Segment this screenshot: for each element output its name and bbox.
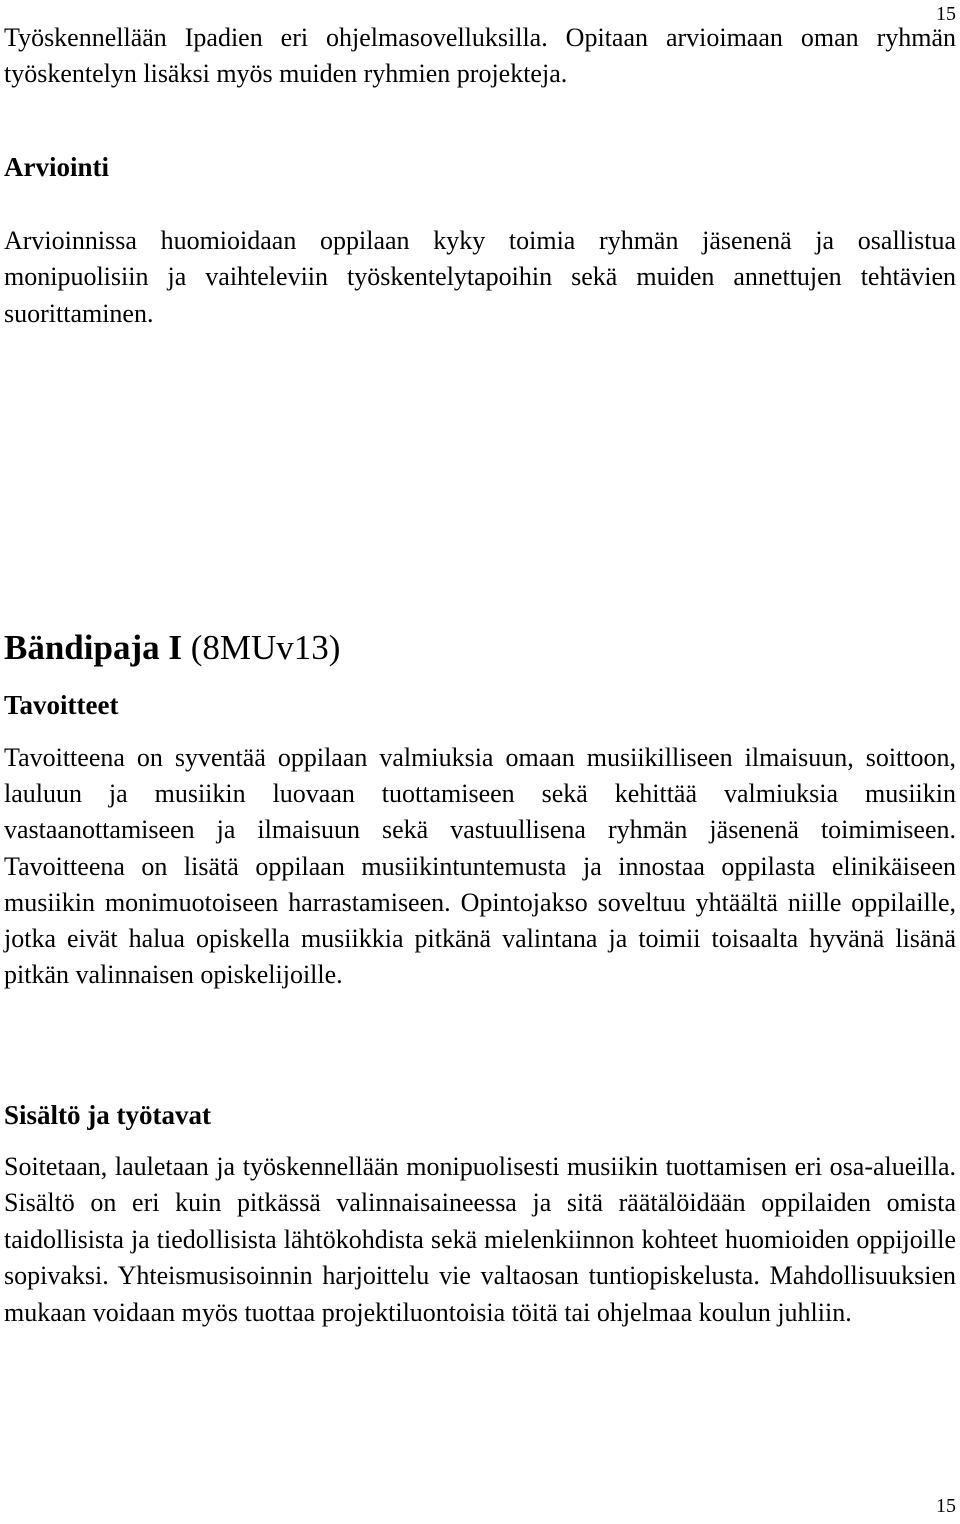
- assessment-body: [4, 223, 956, 332]
- goals-section: [4, 688, 956, 722]
- goals-body: [4, 740, 956, 993]
- content-paragraph: Soitetaan, lauletaan ja työskennellään monipuolisesti musiikin tuottamisen eri osa-alueilla. Sisältö on eri kuin pitkässä valinnaisaineessa ja sitä räätälöidään oppilaiden omista taidollisista ja tiedollisista lähtökohdista sekä mielenkiinnon kohteet huomioiden oppijoille sopivaksi. Yhteismusisoinnin harjoittelu vie valtaosan tuntiopiskelusta. Mahdollisuuksien mukaan voidaan myös tuottaa projektiluontoisia töitä tai ohjelmaa koulun juhliin.: [4, 1152, 956, 1327]
- course-code: (8MUv13): [190, 628, 341, 667]
- assessment-section: [4, 150, 956, 184]
- intro-section: [4, 20, 956, 93]
- content-section: [4, 1098, 956, 1132]
- assessment-heading: Arviointi: [4, 152, 109, 182]
- page-number-top: 15: [936, 3, 956, 25]
- content-heading: Sisältö ja työtavat: [4, 1100, 211, 1130]
- course-name: Bändipaja I: [4, 628, 182, 667]
- course-title: [4, 627, 956, 669]
- content-body: [4, 1149, 956, 1331]
- goals-heading: Tavoitteet: [4, 690, 119, 720]
- assessment-paragraph: Arvioinnissa huomioidaan oppilaan kyky toimia ryhmän jäsenenä ja osallistua monipuolisiin ja vaihteleviin työskentelytapoihin sekä muiden annettujen tehtävien suorittaminen.: [4, 226, 956, 328]
- goals-paragraph: Tavoitteena on syventää oppilaan valmiuksia omaan musiikilliseen ilmaisuun, soittoon, lauluun ja musiikin luovaan tuottamiseen sekä kehittää valmiuksia musiikin vastaanottamiseen ja ilmaisuun sekä vastuullisena ryhmän jäsenenä toimimiseen. Tavoitteena on lisätä oppilaan musiikintuntemusta ja innostaa oppilasta elinikäiseen musiikin monimuotoiseen harrastamiseen. Opintojakso soveltuu yhtäältä niille oppilaille, jotka eivät halua opiskella musiikkia pitkänä valintana ja toimii toisaalta hyvänä lisänä pitkän valinnaisen opiskelijoille.: [4, 743, 956, 990]
- page-number-bottom: 15: [936, 1495, 956, 1517]
- intro-paragraph: Työskennellään Ipadien eri ohjelmasovelluksilla. Opitaan arvioimaan oman ryhmän työskentelyn lisäksi myös muiden ryhmien projekteja.: [4, 23, 956, 89]
